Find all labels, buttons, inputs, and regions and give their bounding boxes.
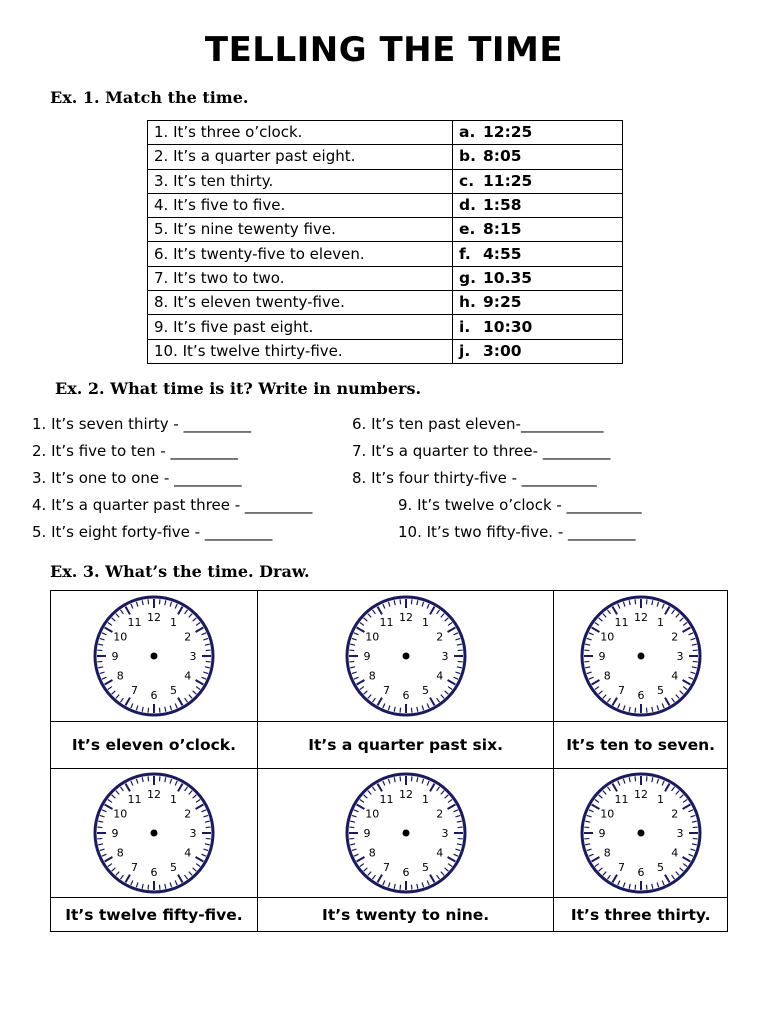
clock-number: 8 [368, 846, 376, 860]
clock-number: 4 [435, 846, 443, 860]
match-row [148, 291, 623, 315]
clock-number: 12 [398, 788, 413, 801]
clock-number: 12 [633, 788, 648, 801]
match-time: 10.35 [483, 268, 533, 287]
clock-face-icon [91, 770, 217, 896]
match-letter: h. [459, 293, 476, 312]
ex2-item-3[interactable]: 3. It’s one to one - _________ [32, 469, 242, 487]
clock-number: 9 [598, 827, 606, 840]
ex2-item-6[interactable]: 6. It’s ten past eleven-___________ [352, 415, 604, 433]
clock-number: 1 [421, 793, 429, 807]
ex2-item-10[interactable]: 10. It’s two fifty-five. - _________ [398, 523, 636, 541]
clock-number: 7 [130, 683, 138, 697]
clock-number: 7 [382, 860, 390, 874]
clock-number: 1 [421, 616, 429, 630]
clock-number: 2 [670, 630, 678, 644]
clock-number: 7 [382, 683, 390, 697]
match-letter: g. [459, 268, 476, 287]
match-time-cell [453, 266, 623, 290]
clock-number: 8 [603, 669, 611, 683]
clock-number: 5 [169, 860, 177, 874]
clock-number: 12 [146, 788, 161, 801]
match-sentence: 2. It’s a quarter past eight. [148, 145, 453, 169]
clock-number: 5 [169, 683, 177, 697]
clock-number: 5 [656, 860, 664, 874]
match-sentence: 7. It’s two to two. [148, 266, 453, 290]
match-time-cell [453, 169, 623, 193]
match-time-cell [453, 339, 623, 363]
match-row [148, 193, 623, 217]
match-sentence: 9. It’s five past eight. [148, 315, 453, 339]
match-time-cell [453, 121, 623, 145]
match-letter: e. [459, 220, 476, 239]
match-row [148, 121, 623, 145]
match-sentence: 10. It’s twelve thirty-five. [148, 339, 453, 363]
clock-number: 7 [130, 860, 138, 874]
clock-cell[interactable] [257, 591, 553, 722]
ex2-heading: Ex. 2. What time is it? Write in numbers. [55, 379, 422, 398]
match-time: 8:15 [483, 220, 522, 239]
clock-number: 8 [603, 846, 611, 860]
clock-number: 5 [421, 683, 429, 697]
clock-number: 5 [656, 683, 664, 697]
clock-number: 8 [116, 846, 124, 860]
clock-number: 4 [435, 669, 443, 683]
clock-number: 8 [368, 669, 376, 683]
match-row [148, 315, 623, 339]
match-time-cell [453, 291, 623, 315]
ex1-heading: Ex. 1. Match the time. [50, 88, 249, 107]
match-sentence: 4. It’s five to five. [148, 193, 453, 217]
ex2-item-7[interactable]: 7. It’s a quarter to three- _________ [352, 442, 611, 460]
match-letter: c. [459, 171, 475, 190]
clock-number: 2 [435, 630, 443, 644]
match-sentence: 6. It’s twenty-five to eleven. [148, 242, 453, 266]
match-time-cell [453, 242, 623, 266]
clock-cell[interactable] [554, 769, 728, 898]
clock-number: 3 [189, 827, 197, 840]
clock-cell[interactable] [554, 591, 728, 722]
match-time: 1:58 [483, 196, 522, 215]
clock-number: 3 [189, 650, 197, 663]
clock-number: 6 [150, 866, 158, 879]
clock-number: 6 [637, 689, 645, 702]
clock-cell[interactable] [51, 769, 258, 898]
match-letter: b. [459, 147, 476, 166]
clock-cell[interactable] [257, 769, 553, 898]
match-table [147, 120, 623, 364]
clock-label: It’s ten to seven. [554, 722, 728, 769]
clock-face-icon [578, 593, 704, 719]
clock-label: It’s eleven o’clock. [51, 722, 258, 769]
clock-number: 3 [441, 650, 449, 663]
clock-number: 9 [363, 827, 371, 840]
match-time: 9:25 [483, 293, 522, 312]
clock-number: 10 [364, 630, 379, 644]
match-letter: a. [459, 123, 476, 142]
clock-face-icon [343, 593, 469, 719]
match-row [148, 169, 623, 193]
clock-number: 11 [379, 793, 394, 807]
clock-number: 12 [633, 611, 648, 624]
clock-number: 9 [111, 827, 119, 840]
match-row [148, 339, 623, 363]
match-row [148, 218, 623, 242]
clock-label: It’s twenty to nine. [257, 898, 553, 932]
ex2-item-9[interactable]: 9. It’s twelve o’clock - __________ [398, 496, 642, 514]
clock-number: 9 [363, 650, 371, 663]
clock-number: 12 [398, 611, 413, 624]
clock-number: 3 [676, 827, 684, 840]
ex2-item-1[interactable]: 1. It’s seven thirty - _________ [32, 415, 252, 433]
clock-number: 4 [670, 669, 678, 683]
clock-number: 6 [402, 689, 410, 702]
clock-number: 7 [617, 860, 625, 874]
clock-number: 11 [614, 793, 629, 807]
clock-number: 1 [169, 793, 177, 807]
clock-number: 3 [676, 650, 684, 663]
clock-number: 4 [670, 846, 678, 860]
clock-label: It’s a quarter past six. [257, 722, 553, 769]
clock-number: 11 [614, 616, 629, 630]
clock-cell[interactable] [51, 591, 258, 722]
match-time-cell [453, 315, 623, 339]
clock-number: 2 [670, 807, 678, 821]
match-time: 11:25 [483, 171, 533, 190]
clock-number: 1 [169, 616, 177, 630]
match-row [148, 242, 623, 266]
clock-number: 11 [127, 793, 142, 807]
ex2-item-8[interactable]: 8. It’s four thirty-five - __________ [352, 469, 597, 487]
ex2-item-2[interactable]: 2. It’s five to ten - _________ [32, 442, 238, 460]
match-time: 12:25 [483, 123, 533, 142]
match-sentence: 1. It’s three o’clock. [148, 121, 453, 145]
ex2-item-4[interactable]: 4. It’s a quarter past three - _________ [32, 496, 313, 514]
clock-face-icon [578, 770, 704, 896]
match-time: 4:55 [483, 244, 522, 263]
ex3-heading: Ex. 3. What’s the time. Draw. [50, 562, 310, 581]
clock-number: 10 [113, 630, 128, 644]
clock-number: 11 [379, 616, 394, 630]
match-time: 10:30 [483, 317, 533, 336]
clock-number: 2 [184, 630, 192, 644]
clock-number: 6 [637, 866, 645, 879]
clock-number: 4 [184, 669, 192, 683]
draw-table [50, 590, 728, 932]
clock-number: 8 [116, 669, 124, 683]
match-sentence: 5. It’s nine tewenty five. [148, 218, 453, 242]
clock-number: 10 [599, 807, 614, 821]
clock-number: 2 [435, 807, 443, 821]
match-sentence: 3. It’s ten thirty. [148, 169, 453, 193]
match-time: 8:05 [483, 147, 522, 166]
clock-number: 6 [402, 866, 410, 879]
page-title: TELLING THE TIME [204, 30, 564, 70]
match-letter: d. [459, 196, 476, 215]
match-letter: j. [459, 341, 471, 360]
clock-label: It’s three thirty. [554, 898, 728, 932]
match-time-cell [453, 193, 623, 217]
clock-number: 10 [113, 807, 128, 821]
ex2-item-5[interactable]: 5. It’s eight forty-five - _________ [32, 523, 273, 541]
clock-label: It’s twelve fifty-five. [51, 898, 258, 932]
clock-face-icon [91, 593, 217, 719]
clock-number: 1 [656, 793, 664, 807]
clock-number: 12 [146, 611, 161, 624]
clock-number: 11 [127, 616, 142, 630]
match-time-cell [453, 145, 623, 169]
clock-number: 5 [421, 860, 429, 874]
clock-number: 7 [617, 683, 625, 697]
clock-number: 9 [598, 650, 606, 663]
clock-number: 3 [441, 827, 449, 840]
clock-number: 1 [656, 616, 664, 630]
clock-number: 6 [150, 689, 158, 702]
match-row [148, 266, 623, 290]
match-letter: f. [459, 244, 471, 263]
clock-number: 10 [599, 630, 614, 644]
match-row [148, 145, 623, 169]
match-sentence: 8. It’s eleven twenty-five. [148, 291, 453, 315]
clock-number: 9 [111, 650, 119, 663]
clock-number: 2 [184, 807, 192, 821]
clock-face-icon [343, 770, 469, 896]
clock-number: 10 [364, 807, 379, 821]
clock-number: 4 [184, 846, 192, 860]
match-letter: i. [459, 317, 471, 336]
match-time: 3:00 [483, 341, 522, 360]
match-time-cell [453, 218, 623, 242]
